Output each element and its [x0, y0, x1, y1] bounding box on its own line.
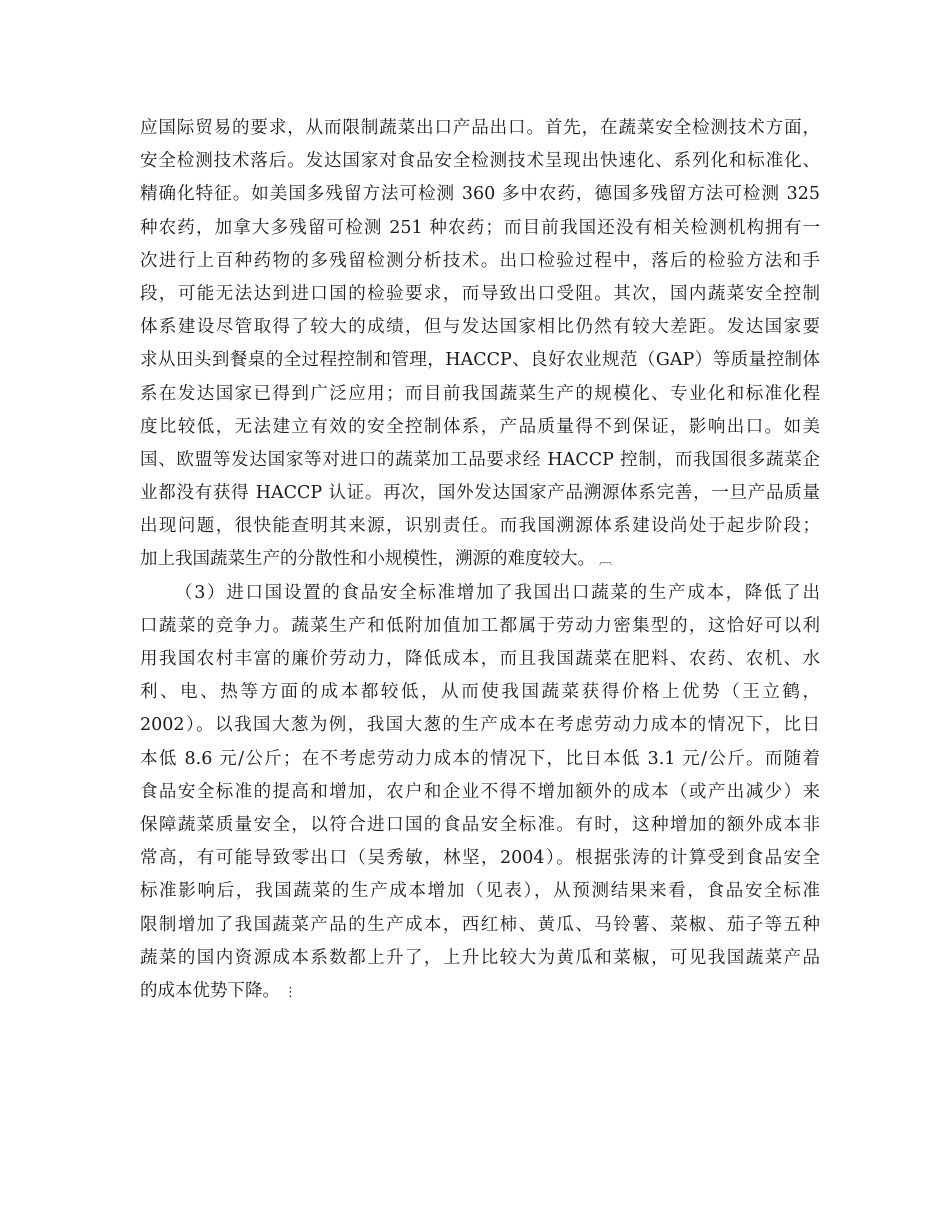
text-line: 安全检测技术落后。发达国家对食品安全检测技术呈现出快速化、系列化和标准化、: [140, 151, 820, 172]
paragraph-trade-barriers: [140, 112, 820, 577]
text-line: 限制增加了我国蔬菜产品的生产成本，西红柿、黄瓜、马铃薯、菜椒、茄子等五种: [140, 914, 820, 935]
text-line: 种农药，加拿大多残留可检测 251 种农药；而目前我国还没有相关检测机构拥有一: [140, 217, 820, 238]
text-line: 标准影响后，我国蔬菜的生产成本增加（见表），从预测结果来看，食品安全标准: [140, 881, 820, 902]
text-line: 体系建设尽管取得了较大的成绩，但与发达国家相比仍然有较大差距。发达国家要: [140, 317, 820, 338]
text-line: 用我国农村丰富的廉价劳动力，降低成本，而且我国蔬菜在肥料、农药、农机、水: [140, 649, 820, 669]
text-line: 求从田头到餐桌的全过程控制和管理，HACCP、良好农业规范（GAP）等质量控制体: [140, 350, 820, 371]
text-line: 系在发达国家已得到广泛应用；而目前我国蔬菜生产的规模化、专业化和标准化程: [140, 383, 820, 404]
text-line: （3）进口国设置的食品安全标准增加了我国出口蔬菜的生产成本，降低了出: [175, 582, 820, 603]
text-line: 业都没有获得 HACCP 认证。再次，国外发达国家产品溯源体系完善，一旦产品质量: [140, 483, 820, 504]
text-line: 利、电、热等方面的成本都较低，从而使我国蔬菜获得价格上优势（王立鹤，: [140, 682, 820, 703]
text-line: 应国际贸易的要求，从而限制蔬菜出口产品出口。首先，在蔬菜安全检测技术方面，: [140, 118, 820, 138]
text-line: 本低 8.6 元/公斤；在不考虑劳动力成本的情况下，比日本低 3.1 元/公斤。而随着: [140, 748, 820, 769]
text-line: 食品安全标准的提高和增加，农户和企业不得不增加额外的成本（或产出减少）来: [140, 781, 820, 802]
text-line: 度比较低，无法建立有效的安全控制体系，产品质量得不到保证，影响出口。如美: [140, 416, 820, 437]
text-line: 精确化特征。如美国多残留方法可检测 360 多中农药，德国多残留方法可检测 325: [140, 184, 820, 205]
text-line-last: [140, 975, 820, 1008]
paragraph-end-mark: ︹: [599, 553, 613, 569]
text-line: 蔬菜的国内资源成本系数都上升了，上升比较大为黄瓜和菜椒，可见我国蔬菜产品: [140, 947, 820, 968]
body-text: [140, 112, 820, 1008]
text-line: 段，可能无法达到进口国的检验要求，而导致出口受阻。其次，国内蔬菜安全控制: [140, 283, 820, 304]
text-line: 2002）。以我国大葱为例，我国大葱的生产成本在考虑劳动力成本的情况下，比日: [140, 715, 820, 736]
paragraph-production-cost: [140, 577, 820, 1008]
text-line: 常高，有可能导致零出口（吴秀敏，林坚，2004）。根据张涛的计算受到食品安全: [140, 848, 820, 869]
text-line-content: 的成本优势下降。: [140, 980, 280, 1001]
text-line: 次进行上百种药物的多残留检测分析技术。出口检验过程中，落后的检验方法和手: [140, 250, 820, 271]
text-line-content: 加上我国蔬菜生产的分散性和小规模性，溯源的难度较大。: [140, 549, 595, 570]
text-line: 出现问题，很快能查明其来源，识别责任。而我国溯源体系建设尚处于起步阶段；: [140, 516, 820, 537]
text-line: 保障蔬菜质量安全，以符合进口国的食品安全标准。有时，这种增加的额外成本非: [140, 814, 820, 835]
text-line: 国、欧盟等发达国家等对进口的蔬菜加工品要求经 HACCP 控制，而我国很多蔬菜企: [140, 449, 820, 470]
text-line-last: [140, 543, 820, 576]
text-line: 口蔬菜的竞争力。蔬菜生产和低附加值加工都属于劳动力密集型的，这恰好可以利: [140, 615, 820, 636]
paragraph-end-mark: ⋮: [284, 984, 297, 1000]
